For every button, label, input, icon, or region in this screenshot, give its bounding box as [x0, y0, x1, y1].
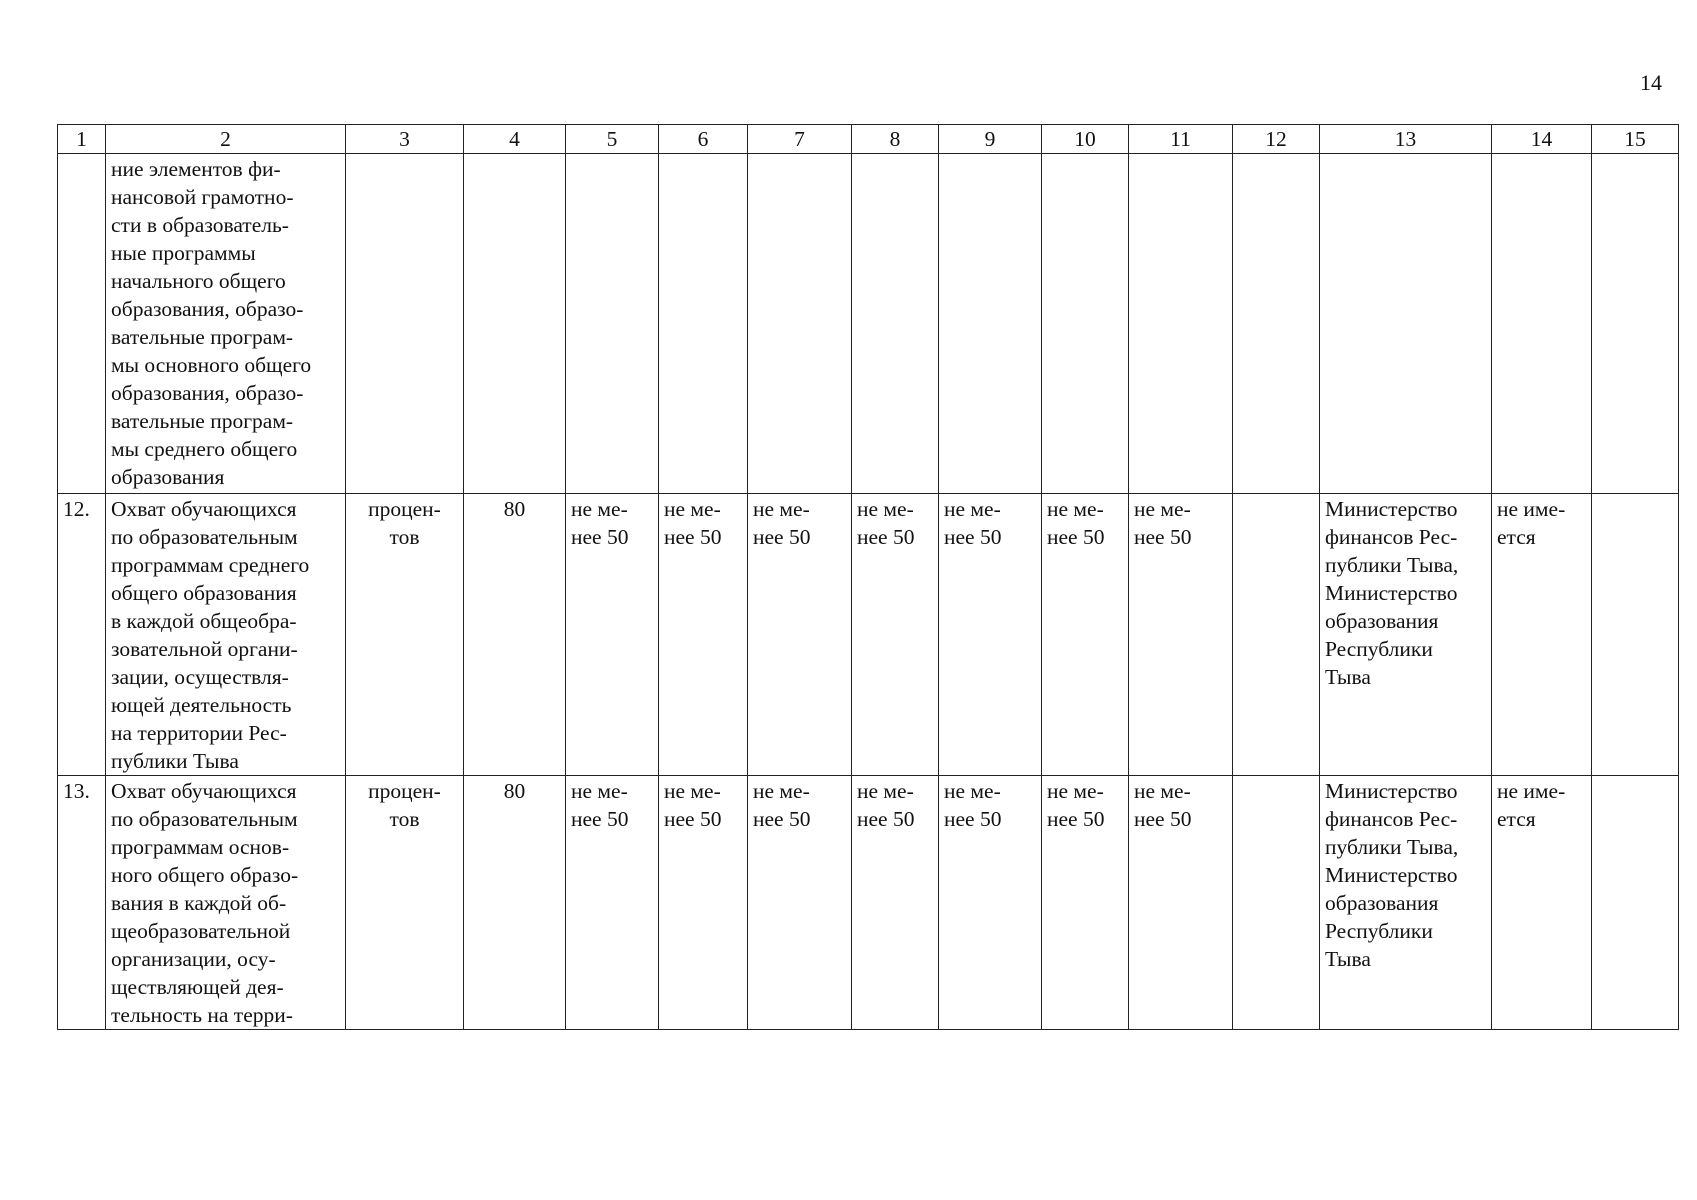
column-header: 8 [852, 125, 939, 154]
column-header: 12 [1233, 125, 1320, 154]
column-header: 3 [346, 125, 464, 154]
responsible-cell: Министерство финансов Рес- публики Тыва, Министерство образования Республики Тыва [1320, 494, 1492, 776]
indicator-name: Охват обучающихся по образовательным программам среднего общего образования в каждой общеобра- зовательной органи- зации, осуществля- ющей деятельность на территории Рес- публики Тыва [106, 494, 346, 776]
column-header: 2 [106, 125, 346, 154]
column-header: 15 [1592, 125, 1679, 154]
value-cell [852, 154, 939, 494]
unit-cell [346, 154, 464, 494]
value-cell [566, 154, 659, 494]
base-value-cell [464, 154, 566, 494]
value-cell [1233, 494, 1320, 776]
value-cell [659, 154, 748, 494]
value-cell [1042, 154, 1129, 494]
value-cell: не ме- нее 50 [1129, 776, 1233, 1030]
value-cell [748, 154, 852, 494]
note-cell [1492, 154, 1592, 494]
column-header: 11 [1129, 125, 1233, 154]
column-header: 13 [1320, 125, 1492, 154]
unit-cell: процен- тов [346, 776, 464, 1030]
indicator-name: ние элементов фи- нансовой грамотно- сти в образователь- ные программы начального общего образования, образо- вательные програм- мы основного общего образования, образо- вательные програм- мы среднего общего образования [106, 154, 346, 494]
value-cell [1233, 154, 1320, 494]
row-number: 13. [58, 776, 106, 1030]
column-header: 1 [58, 125, 106, 154]
value-cell: не ме- нее 50 [748, 494, 852, 776]
value-cell: не ме- нее 50 [566, 494, 659, 776]
unit-cell: процен- тов [346, 494, 464, 776]
page-number: 14 [1640, 70, 1662, 95]
base-value-cell: 80 [464, 776, 566, 1030]
value-cell: не ме- нее 50 [1042, 494, 1129, 776]
note-cell: не име- ется [1492, 494, 1592, 776]
value-cell: не ме- нее 50 [939, 776, 1042, 1030]
value-cell: не ме- нее 50 [852, 494, 939, 776]
column-header: 4 [464, 125, 566, 154]
value-cell: не ме- нее 50 [748, 776, 852, 1030]
column-header: 14 [1492, 125, 1592, 154]
table-row [58, 776, 1679, 1030]
column-header: 9 [939, 125, 1042, 154]
row-number [58, 154, 106, 494]
value-cell: не ме- нее 50 [1042, 776, 1129, 1030]
note-cell: не име- ется [1492, 776, 1592, 1030]
column-header: 10 [1042, 125, 1129, 154]
value-cell: не ме- нее 50 [1129, 494, 1233, 776]
extra-cell [1592, 776, 1679, 1030]
base-value-cell: 80 [464, 494, 566, 776]
indicator-name: Охват обучающихся по образовательным программам основ- ного общего образо- вания в каждой об- щеобразовательной организации, осу- ществляющей дея- тельность на терри- [106, 776, 346, 1030]
responsible-cell: Министерство финансов Рес- публики Тыва, Министерство образования Республики Тыва [1320, 776, 1492, 1030]
value-cell [1233, 776, 1320, 1030]
column-header: 5 [566, 125, 659, 154]
row-number: 12. [58, 494, 106, 776]
extra-cell [1592, 494, 1679, 776]
extra-cell [1592, 154, 1679, 494]
value-cell: не ме- нее 50 [566, 776, 659, 1030]
responsible-cell [1320, 154, 1492, 494]
column-number-row [58, 125, 1679, 154]
value-cell: не ме- нее 50 [659, 776, 748, 1030]
column-header: 6 [659, 125, 748, 154]
table-row [58, 154, 1679, 494]
value-cell: не ме- нее 50 [939, 494, 1042, 776]
value-cell: не ме- нее 50 [852, 776, 939, 1030]
value-cell: не ме- нее 50 [659, 494, 748, 776]
column-header: 7 [748, 125, 852, 154]
value-cell [1129, 154, 1233, 494]
indicators-table [57, 124, 1679, 1030]
table-row [58, 494, 1679, 776]
value-cell [939, 154, 1042, 494]
